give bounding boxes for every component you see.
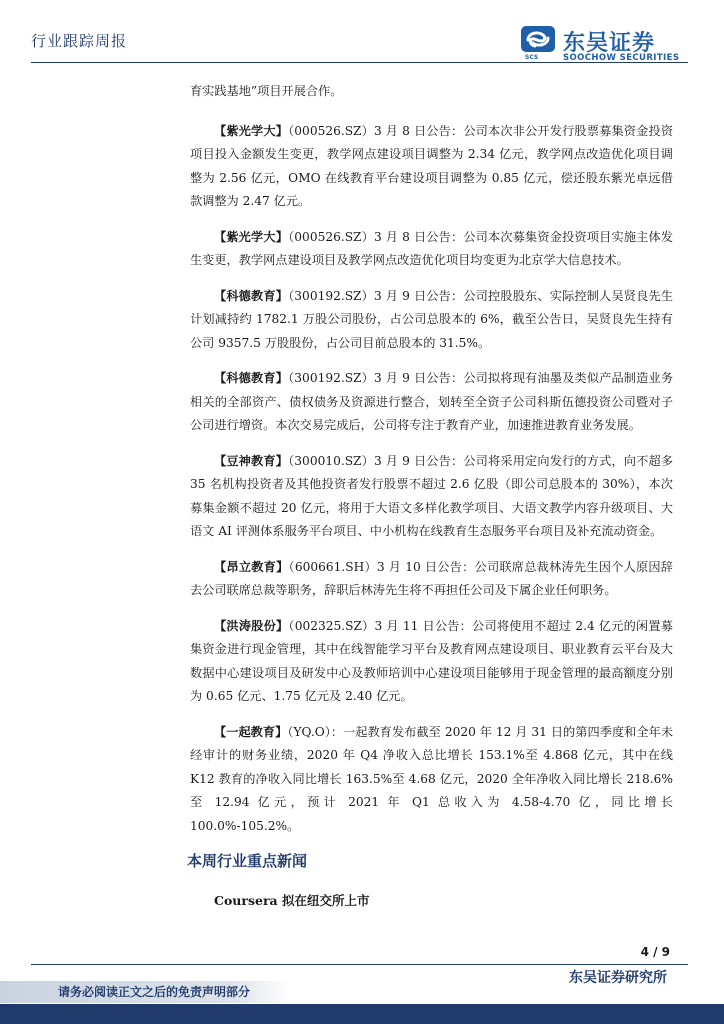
announcement-item [190,721,673,839]
announcement-item [190,615,673,709]
announcement-text: （000526.SZ）3 月 8 日公告：公司本次募集资金投资项目实施主体发生变更，教学网点建设项目及教学网点改造优化项目均变更为北京学大信息技术。 [190,229,674,267]
announcement-text: （000526.SZ）3 月 8 日公告：公司本次非公开发行股票募集资金投资项目投入金额发生变更，教学网点建设项目调整为 2.34 亿元，教学网点改造优化项目调整为 2.56 亿元，OMO 在线教育平台建设项目调整为 0.85 亿元，偿还股东紫光卓远借款调整为 2.47 亿元。 [190,123,674,208]
announcement-item [190,285,673,356]
company-name: 【一起教育】 [214,724,288,739]
company-name: 【紫光学大】 [214,123,289,138]
announcement-text: （300192.SZ）3 月 9 日公告：公司拟将现有油墨及类似产品制造业务相关的全部资产、债权债务及资源进行整合，划转至全资子公司科斯伍德投资公司暨对子公司进行增资。本次交易完成后，公司将专注于教育产业，加速推进教育业务发展。 [190,371,674,432]
report-type-title: 行业跟踪周报 [31,32,128,50]
research-institute-name: 东吴证券研究所 [569,970,667,986]
announcement-text: （300192.SZ）3 月 9 日公告：公司控股股东、实际控制人吴贤良先生计划减持约 1782.1 万股公司股份，占公司总股本的 6%，截至公告日，吴贤良先生持有公司 9357.5 万股股份，占公司目前总股本的 31.5%。 [190,288,674,350]
announcement-item [190,226,673,273]
announcements-body [190,80,673,850]
header-divider [31,62,688,63]
company-name: 【洪涛股份】 [214,618,289,633]
announcement-item [190,120,673,214]
announcement-item [190,450,673,544]
lead-paragraph: 育实践基地”项目开展合作。 [190,84,343,98]
disclaimer-text: 请务必阅读正文之后的免责声明部分 [58,985,251,999]
announcement-item [190,556,673,603]
company-name: 【科德教育】 [214,288,289,303]
company-name: 【豆神教育】 [214,453,289,468]
page-number: 4 / 9 [640,945,670,959]
section-heading: 本周行业重点新闻 [187,852,308,870]
company-name: 【昂立教育】 [214,559,289,574]
company-name: 【科德教育】 [214,371,289,385]
logo-code: SCS [525,54,539,61]
company-logo [521,24,691,66]
company-name: 【紫光学大】 [214,229,289,244]
logo-chinese-name: 东吴证券 [563,31,656,56]
announcement-text: （YQ.O）：一起教育发布截至 2020 年 12 月 31 日的第四季度和全年未经审计的财务业绩，2020 年 Q4 净收入总比增长 153.1%至 4.868 亿元，其中在线 K12 教育的净收入同比增长 163.5%至 4.68 亿元，2020 全年净收入同比增长 218.6%至 12.94 亿元，预计 2021 年 Q1 总收入为 4.58-4.70 亿，同比增长 100.0%-105.2%。 [190,724,674,833]
logo-english-name: SOOCHOW SECURITIES [563,53,680,63]
announcement-text: （600661.SH）3 月 10 日公告：公司联席总裁林涛先生因个人原因辞去公司联席总裁等职务，辞职后林涛先生将不再担任公司及下属企业任何职务。 [190,559,673,597]
footer-band [0,1004,724,1024]
announcement-item [190,367,673,438]
footer-divider [31,964,688,965]
announcement-text: （002325.SZ）3 月 11 日公告：公司将使用不超过 2.4 亿元的闲置募集资金进行现金管理，其中在线智能学习平台及教育网点建设项目、职业教育云平台及大数据中心建设项目及研发中心及教师培训中心建设项目能够用于现金管理的最高额度分别为 0.65 亿元、1.75 亿元及 2.40 亿元。 [190,618,673,703]
announcement-text: （300010.SZ）3 月 9 日公告：公司将采用定向发行的方式，向不超多 35 名机构投资者及其他投资者发行股票不超过 2.6 亿股（即公司总股本的 30%），本次募集金额不超过 20 亿元，将用于大语文多样化教学项目、大语文教学内容升级项目、大语文 AI 评测体系服务平台项目、中小机构在线教育生态服务平台项目及补充流动资金。 [190,453,674,538]
news-subheading: Coursera 拟在纽交所上市 [214,893,370,908]
